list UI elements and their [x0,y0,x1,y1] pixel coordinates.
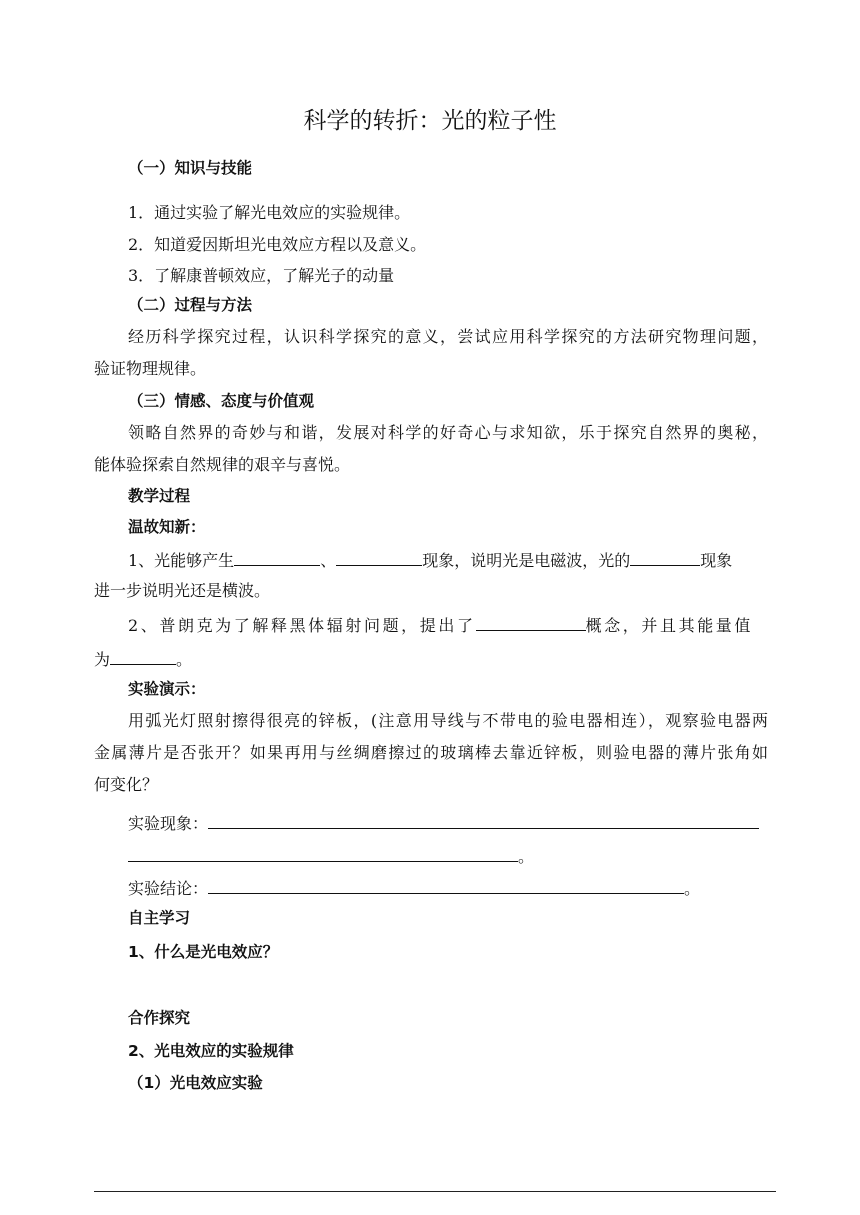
cooperative-question-2: 2、光电效应的实验规律 [128,1042,294,1060]
process-paragraph-line1: 经历科学探究过程，认识科学探究的意义，尝试应用科学探究的方法研究物理问题， [128,327,768,346]
self-study-question-1: 1、什么是光电效应？ [128,943,279,961]
q1-text-a: 1、光能够产生 [128,551,235,570]
knowledge-item-2: 2．知道爱因斯坦光电效应方程以及意义。 [128,235,427,254]
self-study-heading: 自主学习 [128,909,191,927]
review-question-2-line2 [94,648,192,670]
knowledge-item-1: 1．通过实验了解光电效应的实验规律。 [128,203,411,222]
process-paragraph-line2: 验证物理规律。 [94,359,207,378]
knowledge-heading: （一）知识与技能 [128,159,253,177]
q1-blank-1[interactable] [234,549,320,566]
review-question-2 [128,614,753,636]
q1-blank-2[interactable] [336,549,422,566]
phenomenon-label: 实验现象： [128,814,209,833]
conclusion-end: 。 [684,879,701,898]
conclusion-row [128,877,700,899]
phenomenon-row [128,812,759,834]
review-question-1 [128,549,732,571]
demo-heading: 实验演示： [128,680,206,698]
phenomenon-end: 。 [518,847,535,866]
review-heading: 温故知新： [128,518,206,536]
emotion-paragraph-line2: 能体验探索自然规律的艰辛与喜悦。 [94,455,351,474]
emotion-paragraph-line1: 领略自然界的奇妙与和谐，发展对科学的好奇心与求知欲，乐于探究自然界的奥秘， [128,423,768,442]
demo-paragraph-line2: 金属薄片是否张开？如果再用与丝绸磨擦过的玻璃棒去靠近锌板，则验电器的薄片张角如 [94,743,768,762]
q2-blank-1[interactable] [476,614,586,631]
review-question-1-line2: 进一步说明光还是横波。 [94,581,271,600]
phenomenon-row-2 [128,845,534,867]
q1-text-b: 、 [320,551,337,570]
footer-rule [94,1191,776,1192]
emotion-heading: （三）情感、态度与价值观 [128,392,315,410]
process-heading: （二）过程与方法 [128,296,253,314]
cooperative-question-2-sub: （1）光电效应实验 [128,1074,263,1092]
q2-text-b: 概念，并且其能量值 [585,616,753,635]
teaching-process-heading: 教学过程 [128,487,191,505]
q2-line2-text-b: 。 [176,650,193,669]
cooperative-heading: 合作探究 [128,1009,191,1027]
page-title: 科学的转折：光的粒子性 [303,108,557,134]
q1-text-d: 现象 [700,551,733,570]
conclusion-blank[interactable] [208,877,684,894]
q2-text-a: 2、普朗克为了解释黑体辐射问题，提出了 [128,616,476,635]
knowledge-item-3: 3．了解康普顿效应，了解光子的动量 [128,266,395,285]
demo-paragraph-line1: 用弧光灯照射擦得很亮的锌板，(注意用导线与不带电的验电器相连），观察验电器两 [128,711,768,730]
q2-blank-2[interactable] [110,648,176,665]
q2-line2-text-a: 为 [94,650,111,669]
conclusion-label: 实验结论： [128,879,209,898]
phenomenon-blank-1[interactable] [208,812,759,829]
demo-paragraph-line3: 何变化？ [94,775,159,794]
phenomenon-blank-2[interactable] [128,845,518,862]
q1-text-c: 现象，说明光是电磁波，光的 [422,551,631,570]
q1-blank-3[interactable] [630,549,700,566]
